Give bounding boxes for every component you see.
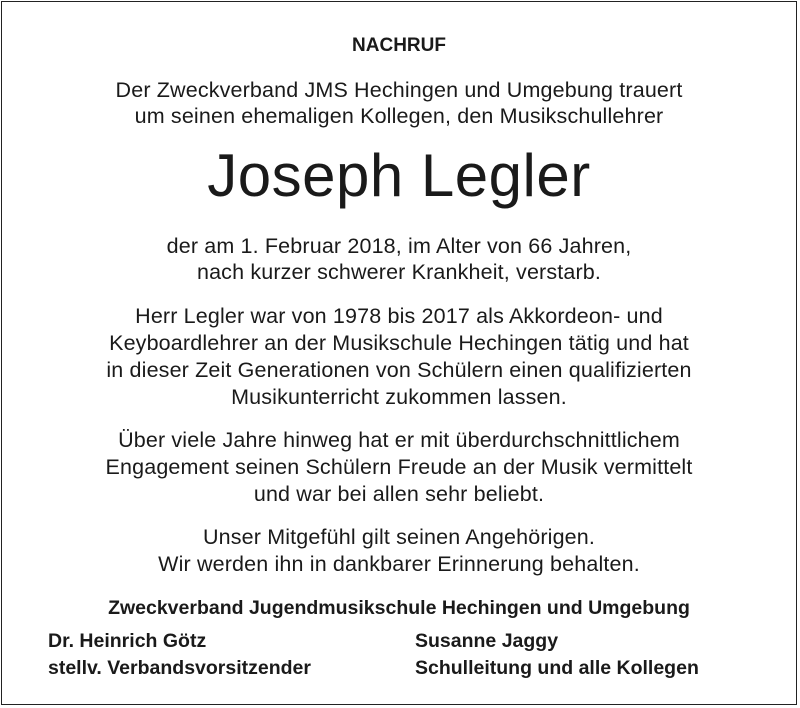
death-line: nach kurzer schwerer Krankheit, verstarb.: [196, 260, 602, 284]
career-line: Keyboardlehrer an der Musikschule Hechingen tätig und hat: [109, 331, 689, 355]
intro-line: um seinen ehemaligen Kollegen, den Musikschullehrer: [134, 104, 664, 128]
signatory-role: stellv. Verbandsvorsitzender: [48, 657, 311, 679]
engagement-line: Über viele Jahre hinweg hat er mit überdurchschnittlichem: [118, 428, 680, 452]
deceased-name: Joseph Legler: [207, 142, 591, 209]
condolence-line: Unser Mitgefühl gilt seinen Angehörigen.: [202, 525, 596, 549]
career-line: in dieser Zeit Generationen von Schülern einen qualifizierten: [106, 358, 692, 382]
obituary-frame: [1, 1, 797, 705]
career-line: Musikunterricht zukommen lassen.: [231, 385, 567, 409]
death-line: der am 1. Februar 2018, im Alter von 66 Jahren,: [166, 234, 632, 258]
signatory-name: Dr. Heinrich Götz: [48, 630, 207, 652]
intro-line: Der Zweckverband JMS Hechingen und Umgebung trauert: [115, 78, 683, 102]
condolence-line: Wir werden ihn in dankbarer Erinnerung behalten.: [158, 552, 640, 576]
signatory-role: Schulleitung und alle Kollegen: [415, 657, 699, 679]
organization-name: Zweckverband Jugendmusikschule Hechingen und Umgebung: [108, 597, 690, 619]
career-line: Herr Legler war von 1978 bis 2017 als Akkordeon- und: [135, 304, 663, 328]
engagement-line: und war bei allen sehr beliebt.: [253, 482, 545, 506]
signatory-name: Susanne Jaggy: [415, 630, 559, 652]
engagement-line: Engagement seinen Schülern Freude an der Musik vermittelt: [105, 455, 693, 479]
heading: NACHRUF: [352, 35, 446, 56]
